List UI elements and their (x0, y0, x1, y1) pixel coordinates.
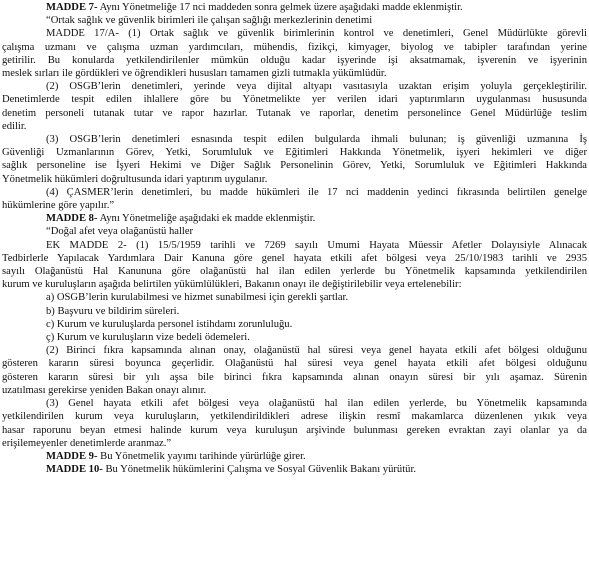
line-text: EK MADDE 2- (1) 15/5/1959 tarihli ve 7269 sayılı Umumi Hayata Müessir Afetler Dolayısiyle Alınacak (46, 239, 587, 251)
text-line (2, 212, 587, 225)
text-line (2, 120, 587, 133)
line-text: MADDE 17/A- (1) Ortak sağlık ve güvenlik birimlerinin kontrol ve denetimleri, Genel Müdürlükte görevli (46, 28, 587, 40)
text-line (2, 54, 587, 67)
text-line (2, 67, 587, 80)
line-text: denetim personeli tutanak tutar ve rapor hazırlar. Tutanak ve raporlar, denetim personelince Genel Müdürlüğe teslim (2, 107, 587, 119)
line-text: sağlık personeline ise İşyeri Hekimi ve Diğer Sağlık Personelinin Görev, Yetki, Sorumluluk ve Eğitimleri Hakkında (2, 160, 587, 172)
line-text: (3) Genel hayata etkili afet bölgesi veya olağanüstü hal ilan edilen yerlerde, bu Yönetmelik kapsamında (46, 398, 587, 410)
line-text: hükümlerine göre yapılır.” (2, 200, 115, 212)
line-text: gösteren kararın süresi bir yılı aşsa bile birinci fıkra kapsamında alınan onayın süresi bir yılı aşamaz. Sürenin (2, 371, 587, 383)
line-text: yetkilendirilen kurum veya kuruluşların, yetkilendirildikleri adrese ilişkin resmî makamlarca düzenlenen yıkık veya (2, 411, 587, 423)
line-text: a) OSGB’lerin kurulabilmesi ve hizmet sunabilmesi için gerekli şartlar. (46, 292, 349, 304)
line-text: Denetimlerde tespit edilen ihlallere göre bu Yönetmelikte yer verilen idari yaptırımların uygulanması hususunda (2, 94, 587, 106)
text-line (2, 384, 587, 397)
line-text: (2) Birinci fıkra kapsamında alınan onay, olağanüstü hal süresi veya genel hayata etkili afet bölgesi olduğunu (46, 345, 587, 357)
line-text: (3) OSGB’lerin denetimleri esnasında tespit edilen bulgularda ihmali bulunan; iş güvenliği uzmanına İş (46, 134, 587, 146)
line-text: çalışma uzmanı ve çalışma uzman yardımcıları, mühendis, fizikçi, kimyager, biyolog ve tabipler tarafından yerine (2, 41, 587, 53)
text-line (2, 331, 587, 344)
article-heading: MADDE 10- (46, 464, 103, 476)
line-text: Güvenliği Uzmanlarının Görev, Yetki, Sorumluluk ve Eğitimleri Hakkında Yönetmelik, işyeri hekimleri ve diğer (2, 147, 587, 159)
article-heading: MADDE 9- (46, 450, 98, 462)
text-line (2, 397, 587, 410)
text-line (2, 318, 587, 331)
text-line (2, 199, 587, 212)
line-text: Yönetmelik hükümleri doğrultusunda idari yaptırım uygulanır. (2, 173, 268, 185)
text-line (2, 146, 587, 159)
line-text: erişilemeyenler denetimlerde aranmaz.” (2, 437, 172, 449)
text-line (2, 437, 587, 450)
text-line (2, 424, 587, 437)
line-text: kurum ve kuruluşların aşağıda belirtilen yükümlülükleri, Bakanın onayı ile değiştirilebilir veya ertelenebilir: (2, 279, 462, 291)
line-text: (4) ÇASMER’lerin denetimleri, bu madde hükümleri ile 17 nci maddenin yedinci fıkrasında belirtilen genelge (46, 186, 587, 198)
text-line (2, 278, 587, 291)
text-line (2, 186, 587, 199)
text-line (2, 463, 587, 476)
text-line (2, 357, 587, 370)
line-text: Tedbirlerle Yapılacak Yardımlara Dair Kanuna göre genel hayata etkili afet bölgesi veya 25/10/1983 tarihli ve 2935 (2, 252, 587, 264)
line-text: Aynı Yönetmeliğe aşağıdaki ek madde eklenmiştir. (97, 213, 316, 225)
text-line (2, 133, 587, 146)
text-line (2, 41, 587, 54)
line-text: Bu Yönetmelik hükümlerini Çalışma ve Sosyal Güvenlik Bakanı yürütür. (102, 464, 417, 476)
line-text: edilir. (2, 120, 27, 132)
text-line (2, 225, 587, 238)
line-text: “Ortak sağlık ve güvenlik birimleri ile çalışan sağlığı merkezlerinin denetimi (46, 15, 373, 27)
line-text: hasar raporunu beyan etmesi halinde kurum veya kuruluşun arşivinde bulunması gereken evraktan zayi olanlar ya da (2, 424, 587, 436)
text-line (2, 173, 587, 186)
text-line (2, 14, 587, 27)
text-line (2, 305, 587, 318)
line-text: Bu Yönetmelik yayımı tarihinde yürürlüğe girer. (97, 450, 306, 462)
line-text: “Doğal afet veya olağanüstü haller (46, 226, 194, 238)
text-line (2, 239, 587, 252)
line-text: b) Başvuru ve bildirim süreleri. (46, 305, 180, 317)
article-heading: MADDE 7- (46, 2, 98, 13)
article-heading: MADDE 8- (46, 213, 98, 225)
text-line (2, 410, 587, 423)
line-text: c) Kurum ve kuruluşlarda personel istihdamı zorunluluğu. (46, 318, 293, 330)
text-line (2, 27, 587, 40)
line-text: gösteren kararın süresi boyunca geçerlidir. Olağanüstü hal süresi veya genel hayata etkili afet bölgesi olduğunu (2, 358, 587, 370)
line-text: sayılı Olağanüstü Hal Kanununa göre olağanüstü hal ilan edilen yerlerde bu Yönetmelik kapsamında yetkilendirilen (2, 266, 587, 278)
line-text: Aynı Yönetmeliğe 17 nci maddeden sonra gelmek üzere aşağıdaki madde eklenmiştir. (97, 2, 463, 13)
text-line (2, 107, 587, 120)
text-line (2, 80, 587, 93)
text-line (2, 344, 587, 357)
line-text: uzatılması gerekirse yeniden Bakan onayı alınır. (2, 384, 207, 396)
text-line (2, 450, 587, 463)
text-line (2, 291, 587, 304)
line-text: (2) OSGB’lerin denetimleri, yerinde veya dijital altyapı vasıtasıyla uzaktan erişim yoluyla gerçekleştirilir. (46, 81, 587, 93)
text-line (2, 265, 587, 278)
line-text: ç) Kurum ve kuruluşların vize bedeli ödemeleri. (46, 332, 250, 344)
text-line (2, 159, 587, 172)
text-line (2, 1, 587, 14)
line-text: meslek sırları ile gördükleri ve öğrendikleri hususları tamamen gizli tutmakla yükümlüdür. (2, 68, 387, 80)
text-line (2, 371, 587, 384)
line-text: getirilir. Bu konularda yetkilendirilenler mümkün olduğu kadar işyerinde işi aksatmamak, işverenin ve işyerinin (2, 54, 587, 66)
text-line (2, 252, 587, 265)
text-line (2, 93, 587, 106)
